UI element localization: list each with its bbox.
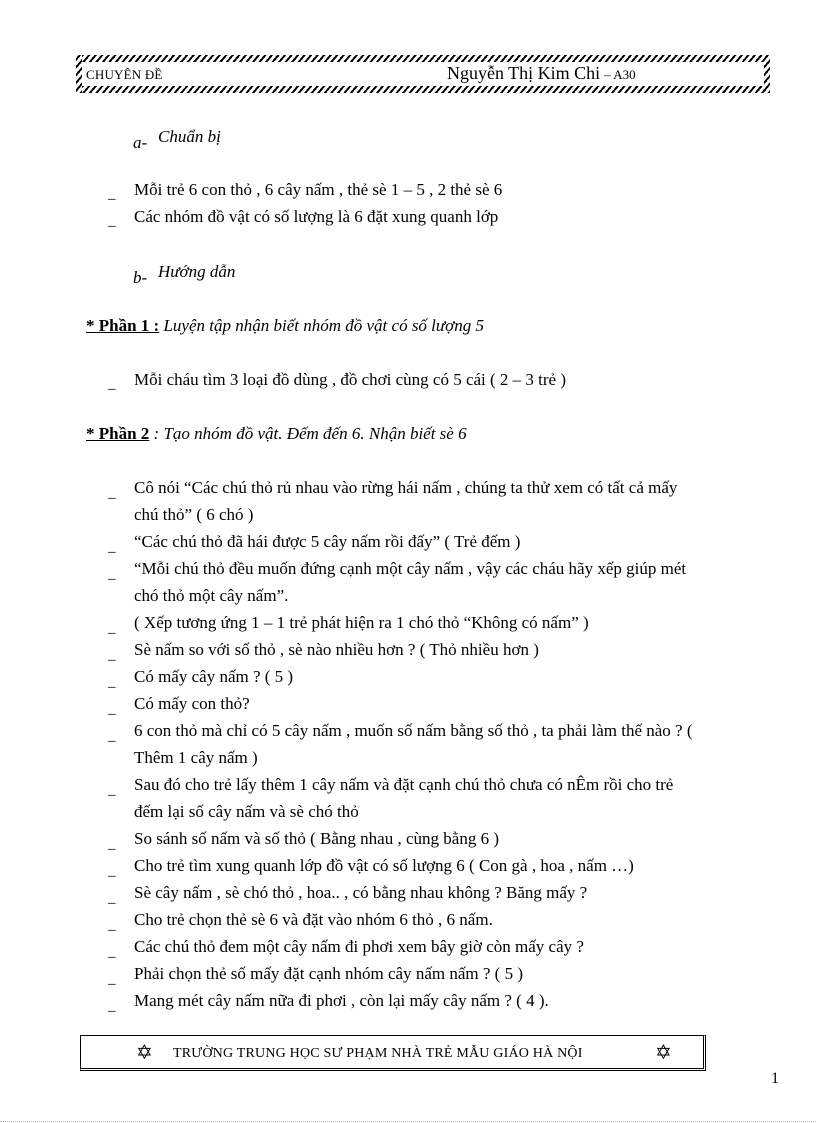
list-item-line: Có mấy cây nấm ? ( 5 ) — [134, 667, 294, 686]
list-item-line: “Mỗi chú thỏ đều muốn đứng cạnh một cây nấm , vậy các cháu hãy xếp giúp mét — [134, 559, 687, 578]
list-item-line: Sè cây nấm , sè chó thỏ , hoa.. , có bằng nhau không ? Băng mấy ? — [134, 883, 588, 902]
section-a-marker: a- — [133, 133, 148, 152]
list-item — [108, 852, 768, 879]
list-item-line: chú thỏ” ( 6 chó ) — [134, 505, 254, 524]
bullet-mark: _ — [108, 701, 116, 717]
page-number: 1 — [771, 1070, 779, 1087]
bullet-mark: _ — [108, 971, 116, 987]
part2-list — [108, 474, 768, 1014]
list-item-line: Cho trẻ chọn thẻ sè 6 và đặt vào nhóm 6 thỏ , 6 nấm. — [134, 910, 493, 929]
section-b-title: Hướng dẫn — [158, 262, 236, 281]
list-item-line: Thêm 1 cây nấm ) — [134, 748, 258, 767]
bullet-mark: _ — [108, 620, 116, 636]
list-item-line: Sè nấm so với số thỏ , sè nào nhiều hơn ? ( Thỏ nhiều hơn ) — [134, 640, 539, 659]
list-item-line: Cô nói “Các chú thỏ rủ nhau vào rừng hái nấm , chúng ta thử xem có tất cả mấy — [134, 478, 678, 497]
list-item — [108, 933, 768, 960]
header-border-top — [76, 55, 770, 62]
part1-title: Luyện tập nhận biết nhóm đồ vật có số lượng 5 — [159, 316, 485, 335]
part1-heading — [86, 316, 484, 336]
page-footer — [80, 1035, 706, 1071]
bullet-mark: _ — [108, 376, 116, 392]
bullet-mark: _ — [108, 566, 116, 582]
bullet-mark: _ — [108, 890, 116, 906]
list-item — [108, 717, 768, 771]
author-suffix: – A30 — [604, 67, 636, 82]
section-a-title: Chuẩn bị — [158, 127, 221, 146]
part2-label: * Phần 2 — [86, 424, 150, 443]
bullet-mark: _ — [108, 863, 116, 879]
bullet-mark: _ — [108, 728, 116, 744]
author-name: Nguyễn Thị Kim Chi — [447, 63, 601, 83]
prep-item: Mỗi trẻ 6 con thỏ , 6 cây nấm , thẻ sè 1 – 5 , 2 thẻ sè 6 — [134, 180, 503, 199]
bullet-mark: _ — [108, 944, 116, 960]
list-item-line: Sau đó cho trẻ lấy thêm 1 cây nấm và đặt cạnh chú thỏ chưa có nÊm rồi cho trẻ — [134, 775, 674, 794]
list-item-line: So sánh số nấm và số thỏ ( Bằng nhau , cùng bằng 6 ) — [134, 829, 499, 848]
list-item — [108, 528, 768, 555]
list-item-line: Phải chọn thẻ số mấy đặt cạnh nhóm cây nấm nấm ? ( 5 ) — [134, 964, 523, 983]
list-item-line: “Các chú thỏ đã hái được 5 cây nấm rồi đấy” ( Trẻ đếm ) — [134, 532, 521, 551]
list-item-line: ( Xếp tương ứng 1 – 1 trẻ phát hiện ra 1 chó thỏ “Không có nấm” ) — [134, 613, 589, 632]
bullet-mark: _ — [108, 485, 116, 501]
list-item — [108, 771, 768, 825]
list-item-line: Cho trẻ tìm xung quanh lớp đồ vật có số lượng 6 ( Con gà , hoa , nấm …) — [134, 856, 634, 875]
bullet-mark: _ — [108, 836, 116, 852]
bullet-mark: _ — [108, 782, 116, 798]
list-item — [108, 609, 768, 636]
prep-item: Các nhóm đồ vật có số lượng là 6 đặt xung quanh lớp — [134, 207, 499, 226]
bullet-mark: _ — [108, 998, 116, 1014]
part1-item: Mỗi cháu tìm 3 loại đồ dùng , đồ chơi cùng có 5 cái ( 2 – 3 trẻ ) — [134, 370, 567, 389]
list-item-line: đếm lại số cây nấm và sè chó thỏ — [134, 802, 359, 821]
list-item — [108, 906, 768, 933]
bullet-mark: _ — [108, 186, 116, 202]
part1-label: * Phần 1 : — [86, 316, 160, 335]
list-item — [108, 879, 768, 906]
list-item — [108, 636, 768, 663]
part2-heading — [86, 424, 467, 444]
list-item — [108, 474, 768, 528]
header-border-left — [76, 55, 82, 93]
list-item-line: Mang mét cây nấm nữa đi phơi , còn lại mấy cây nấm ? ( 4 ). — [134, 991, 549, 1010]
star-of-david-icon: ✡ — [655, 1042, 672, 1064]
list-item — [108, 960, 768, 987]
page-header — [76, 55, 770, 93]
footer-school-name: TRƯỜNG TRUNG HỌC SƯ PHẠM NHÀ TRẺ MẪU GIÁO HÀ NỘI — [173, 1046, 583, 1061]
list-item — [108, 987, 768, 1014]
bullet-mark: _ — [108, 917, 116, 933]
bullet-mark: _ — [108, 674, 116, 690]
bullet-mark: _ — [108, 213, 116, 229]
bullet-mark: _ — [108, 539, 116, 555]
list-item-line: chó thỏ một cây nấm”. — [134, 586, 289, 605]
part2-title: : Tạo nhóm đồ vật. Đếm đến 6. Nhận biết sè 6 — [149, 424, 467, 443]
bullet-mark: _ — [108, 647, 116, 663]
header-border-bottom — [76, 86, 770, 93]
list-item — [108, 690, 768, 717]
list-item — [108, 663, 768, 690]
header-author — [447, 63, 636, 84]
list-item — [108, 555, 768, 609]
list-item-line: 6 con thỏ mà chỉ có 5 cây nấm , muốn số nấm bằng số thỏ , ta phải làm thế nào ? ( — [134, 721, 693, 740]
list-item — [108, 825, 768, 852]
section-b-marker: b- — [133, 268, 148, 287]
header-border-right — [764, 55, 770, 93]
list-item-line: Các chú thỏ đem một cây nấm đi phơi xem bây giờ còn mấy cây ? — [134, 937, 584, 956]
header-topic: CHUYÊN ĐỀ — [86, 67, 163, 82]
star-of-david-icon: ✡ — [136, 1042, 153, 1064]
list-item-line: Có mấy con thỏ? — [134, 694, 250, 713]
